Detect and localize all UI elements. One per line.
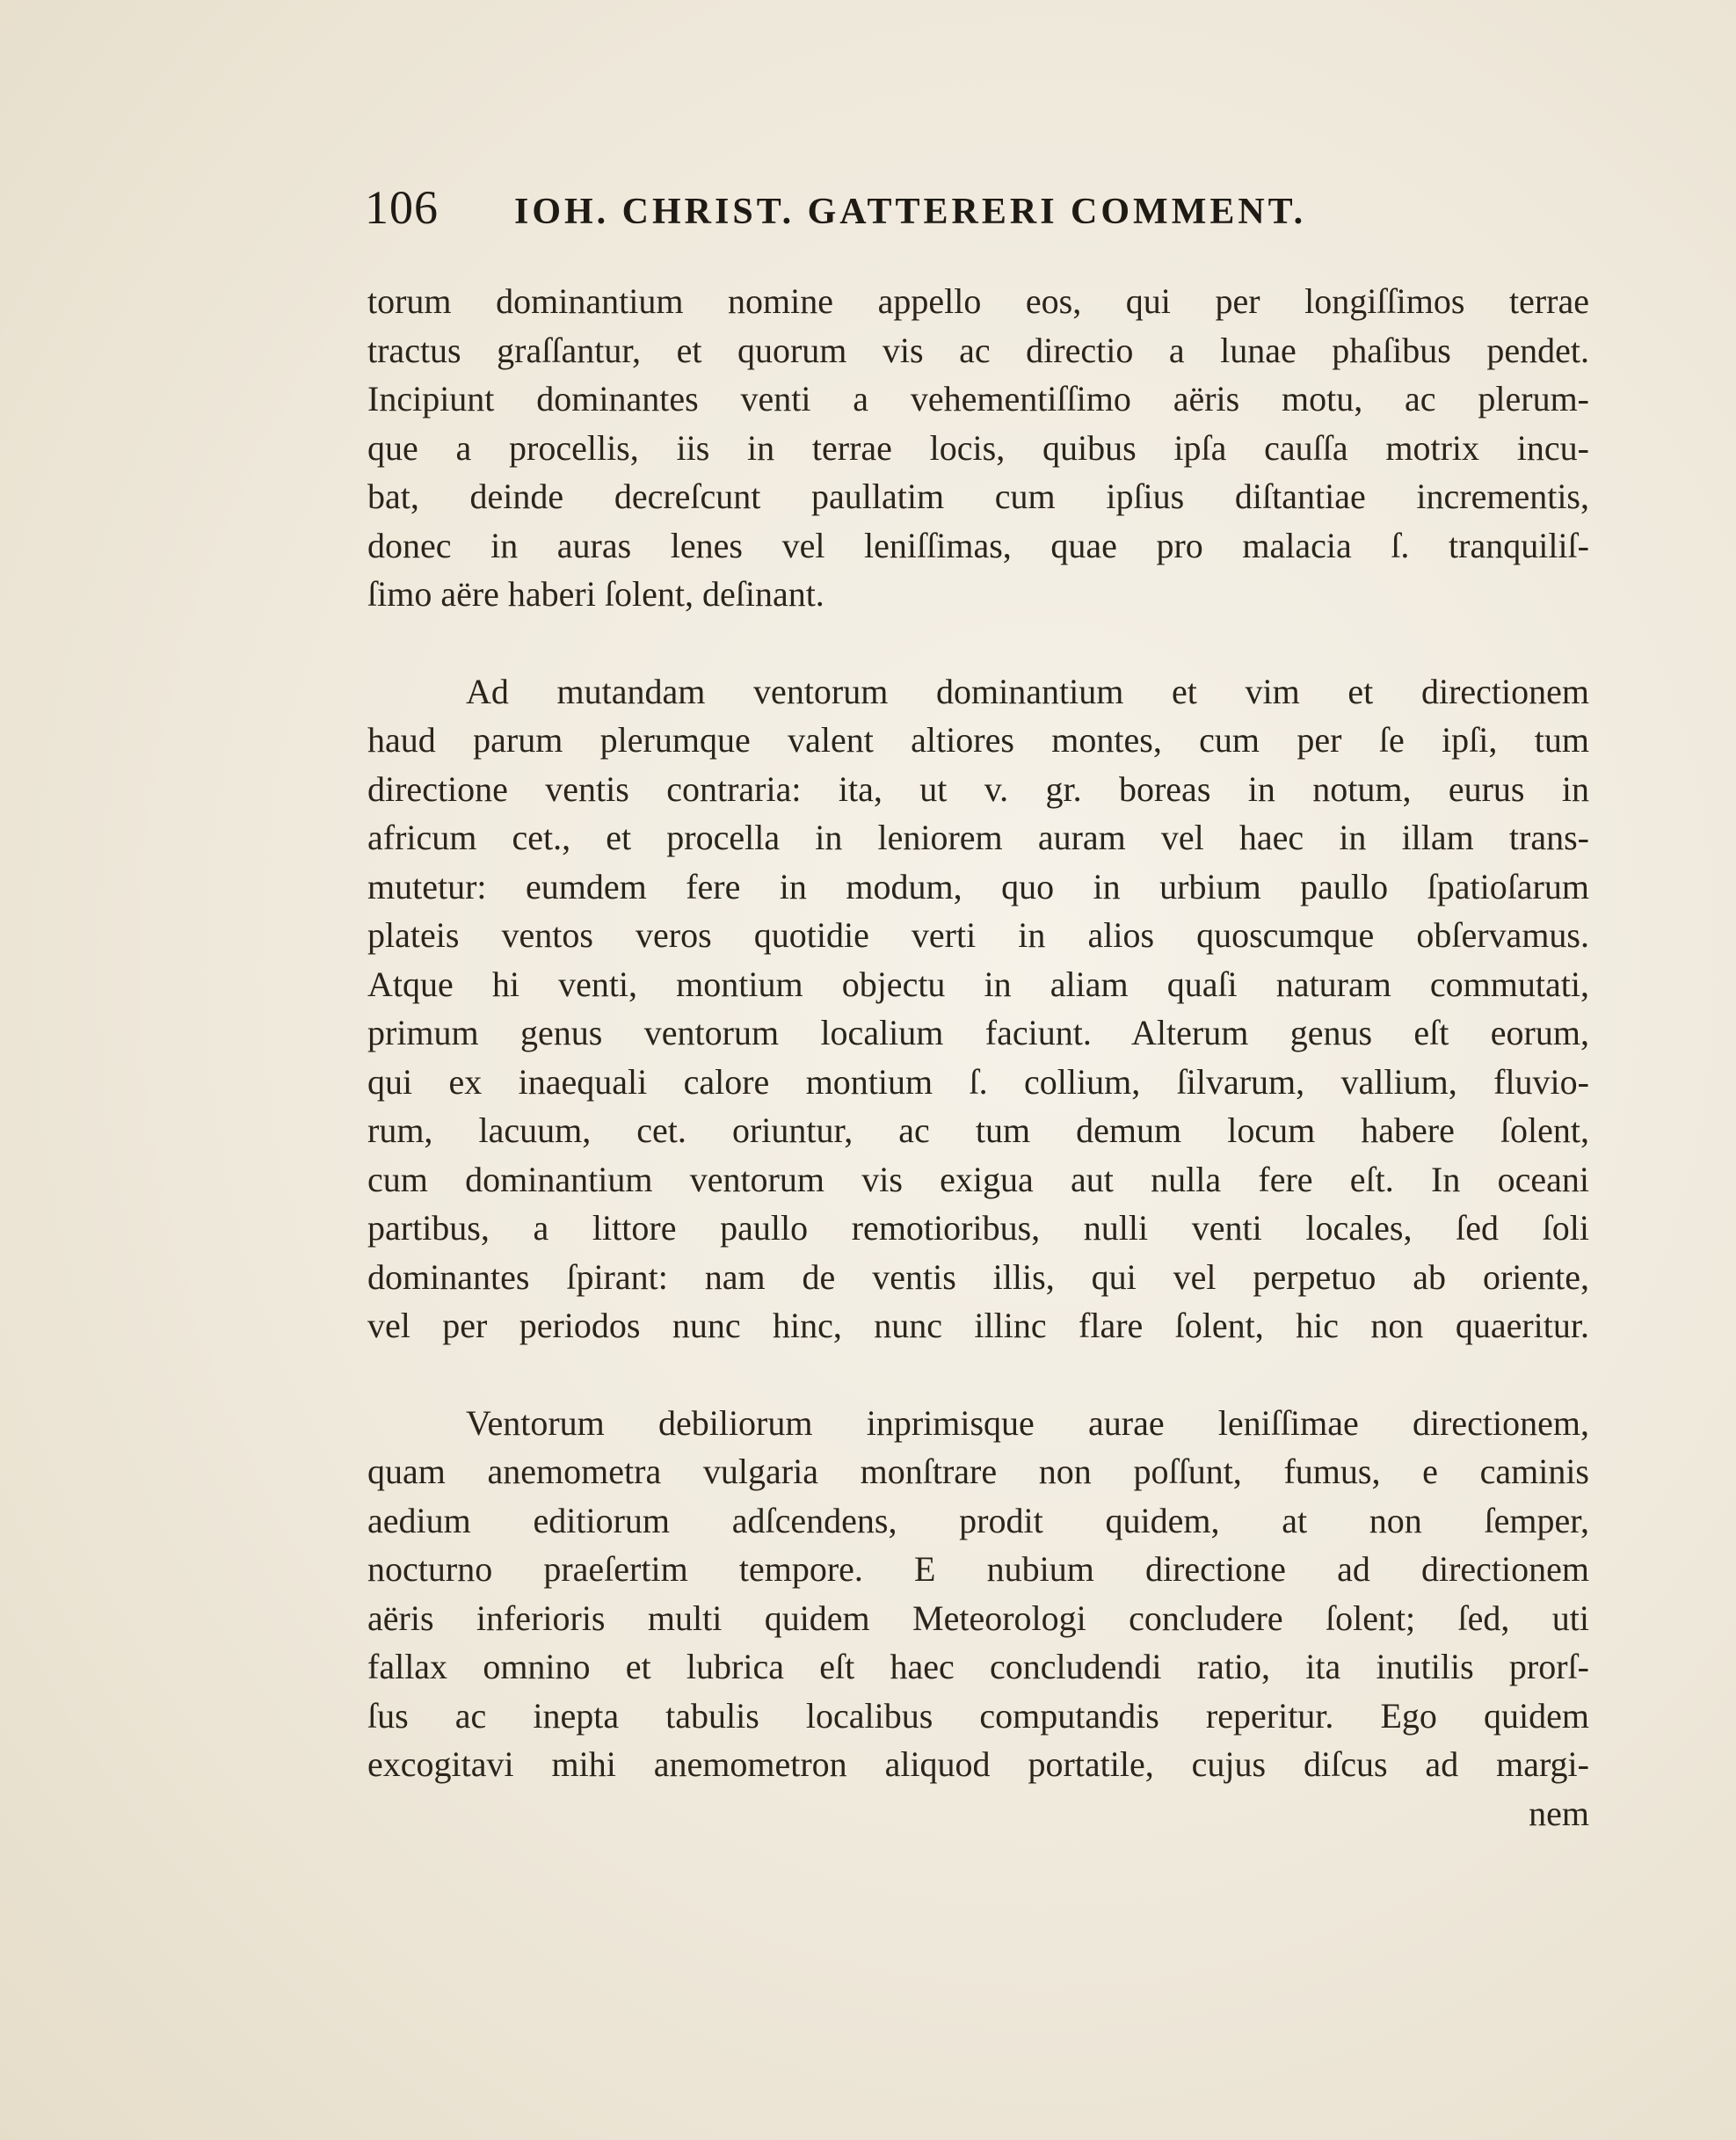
- text-line: mutetur: eumdem fere in modum, quo in urbium paullo ſpatioſarum: [367, 866, 1589, 906]
- text-line: dominantes ſpirant: nam de ventis illis, qui vel perpetuo ab oriente,: [367, 1256, 1589, 1297]
- text-line: Atque hi venti, montium objectu in aliam quaſi naturam commutati,: [367, 964, 1589, 1004]
- text-line: haud parum plerumque valent altiores montes, cum per ſe ipſi, tum: [367, 720, 1589, 760]
- text-line: Ventorum debiliorum inprimisque aurae leniſſimae directionem,: [466, 1402, 1589, 1443]
- text-line: tractus graſſantur, et quorum vis ac directio a lunae phaſibus pendet.: [367, 330, 1589, 370]
- paragraph-gap: [367, 1350, 1589, 1399]
- text-line: partibus, a littore paullo remotioribus, nulli venti locales, ſed ſoli: [367, 1208, 1589, 1248]
- paragraph-gap: [367, 619, 1589, 667]
- text-line: ſus ac inepta tabulis localibus computandis reperitur. Ego quidem: [367, 1695, 1589, 1736]
- text-line: africum cet., et procella in leniorem auram vel haec in illam trans-: [367, 818, 1589, 857]
- page-header: [365, 180, 1420, 233]
- page-number: 106: [365, 181, 439, 234]
- text-line: que a procellis, iis in terrae locis, quibus ipſa cauſſa motrix incu-: [367, 427, 1589, 468]
- text-line: Incipiunt dominantes venti a vehementiſſimo aëris motu, ac plerum-: [367, 379, 1589, 419]
- body-text: [367, 277, 1589, 1838]
- text-line: quam anemometra vulgaria monſtrare non poſſunt, fumus, e caminis: [367, 1452, 1589, 1491]
- catchword: nem: [1529, 1793, 1589, 1833]
- text-line: aedium editiorum adſcendens, prodit quidem, at non ſemper,: [367, 1500, 1589, 1540]
- text-line: bat, deinde decreſcunt paullatim cum ipſius diſtantiae incrementis,: [367, 477, 1589, 516]
- text-line: primum genus ventorum localium faciunt. Alterum genus eſt eorum,: [367, 1013, 1589, 1052]
- text-line: directione ventis contraria: ita, ut v. gr. boreas in notum, eurus in: [367, 768, 1589, 809]
- text-line: qui ex inaequali calore montium ſ. collium, ſilvarum, vallium, fluvio-: [367, 1061, 1589, 1102]
- text-line: aëris inferioris multi quidem Meteorologi concludere ſolent; ſed, uti: [367, 1598, 1589, 1638]
- running-head: IOH. CHRIST. GATTERERI COMMENT.: [514, 192, 1307, 232]
- text-line: cum dominantium ventorum vis exigua aut nulla fere eſt. In oceani: [367, 1159, 1589, 1199]
- text-line: excogitavi mihi anemometron aliquod portatile, cujus diſcus ad margi-: [367, 1744, 1589, 1784]
- text-line: donec in auras lenes vel leniſſimas, quae pro malacia ſ. tranquiliſ-: [367, 525, 1589, 565]
- text-line: rum, lacuum, cet. oriuntur, ac tum demum locum habere ſolent,: [367, 1110, 1589, 1150]
- text-line: ſimo aëre haberi ſolent, deſinant.: [367, 574, 824, 614]
- text-line: torum dominantium nomine appello eos, qui per longiſſimos terrae: [367, 281, 1589, 321]
- paragraph-3: [367, 1399, 1589, 1789]
- text-line: nocturno praeſertim tempore. E nubium directione ad directionem: [367, 1549, 1589, 1589]
- paragraph-2: [367, 667, 1589, 1350]
- paragraph-1: [367, 277, 1589, 619]
- text-line: fallax omnino et lubrica eſt haec concludendi ratio, ita inutilis prorſ-: [367, 1647, 1589, 1686]
- text-line: Ad mutandam ventorum dominantium et vim et directionem: [466, 671, 1589, 711]
- text-line: vel per periodos nunc hinc, nunc illinc flare ſolent, hic non quaeritur.: [367, 1306, 1589, 1345]
- text-line: plateis ventos veros quotidie verti in alios quoscumque obſervamus.: [367, 915, 1589, 955]
